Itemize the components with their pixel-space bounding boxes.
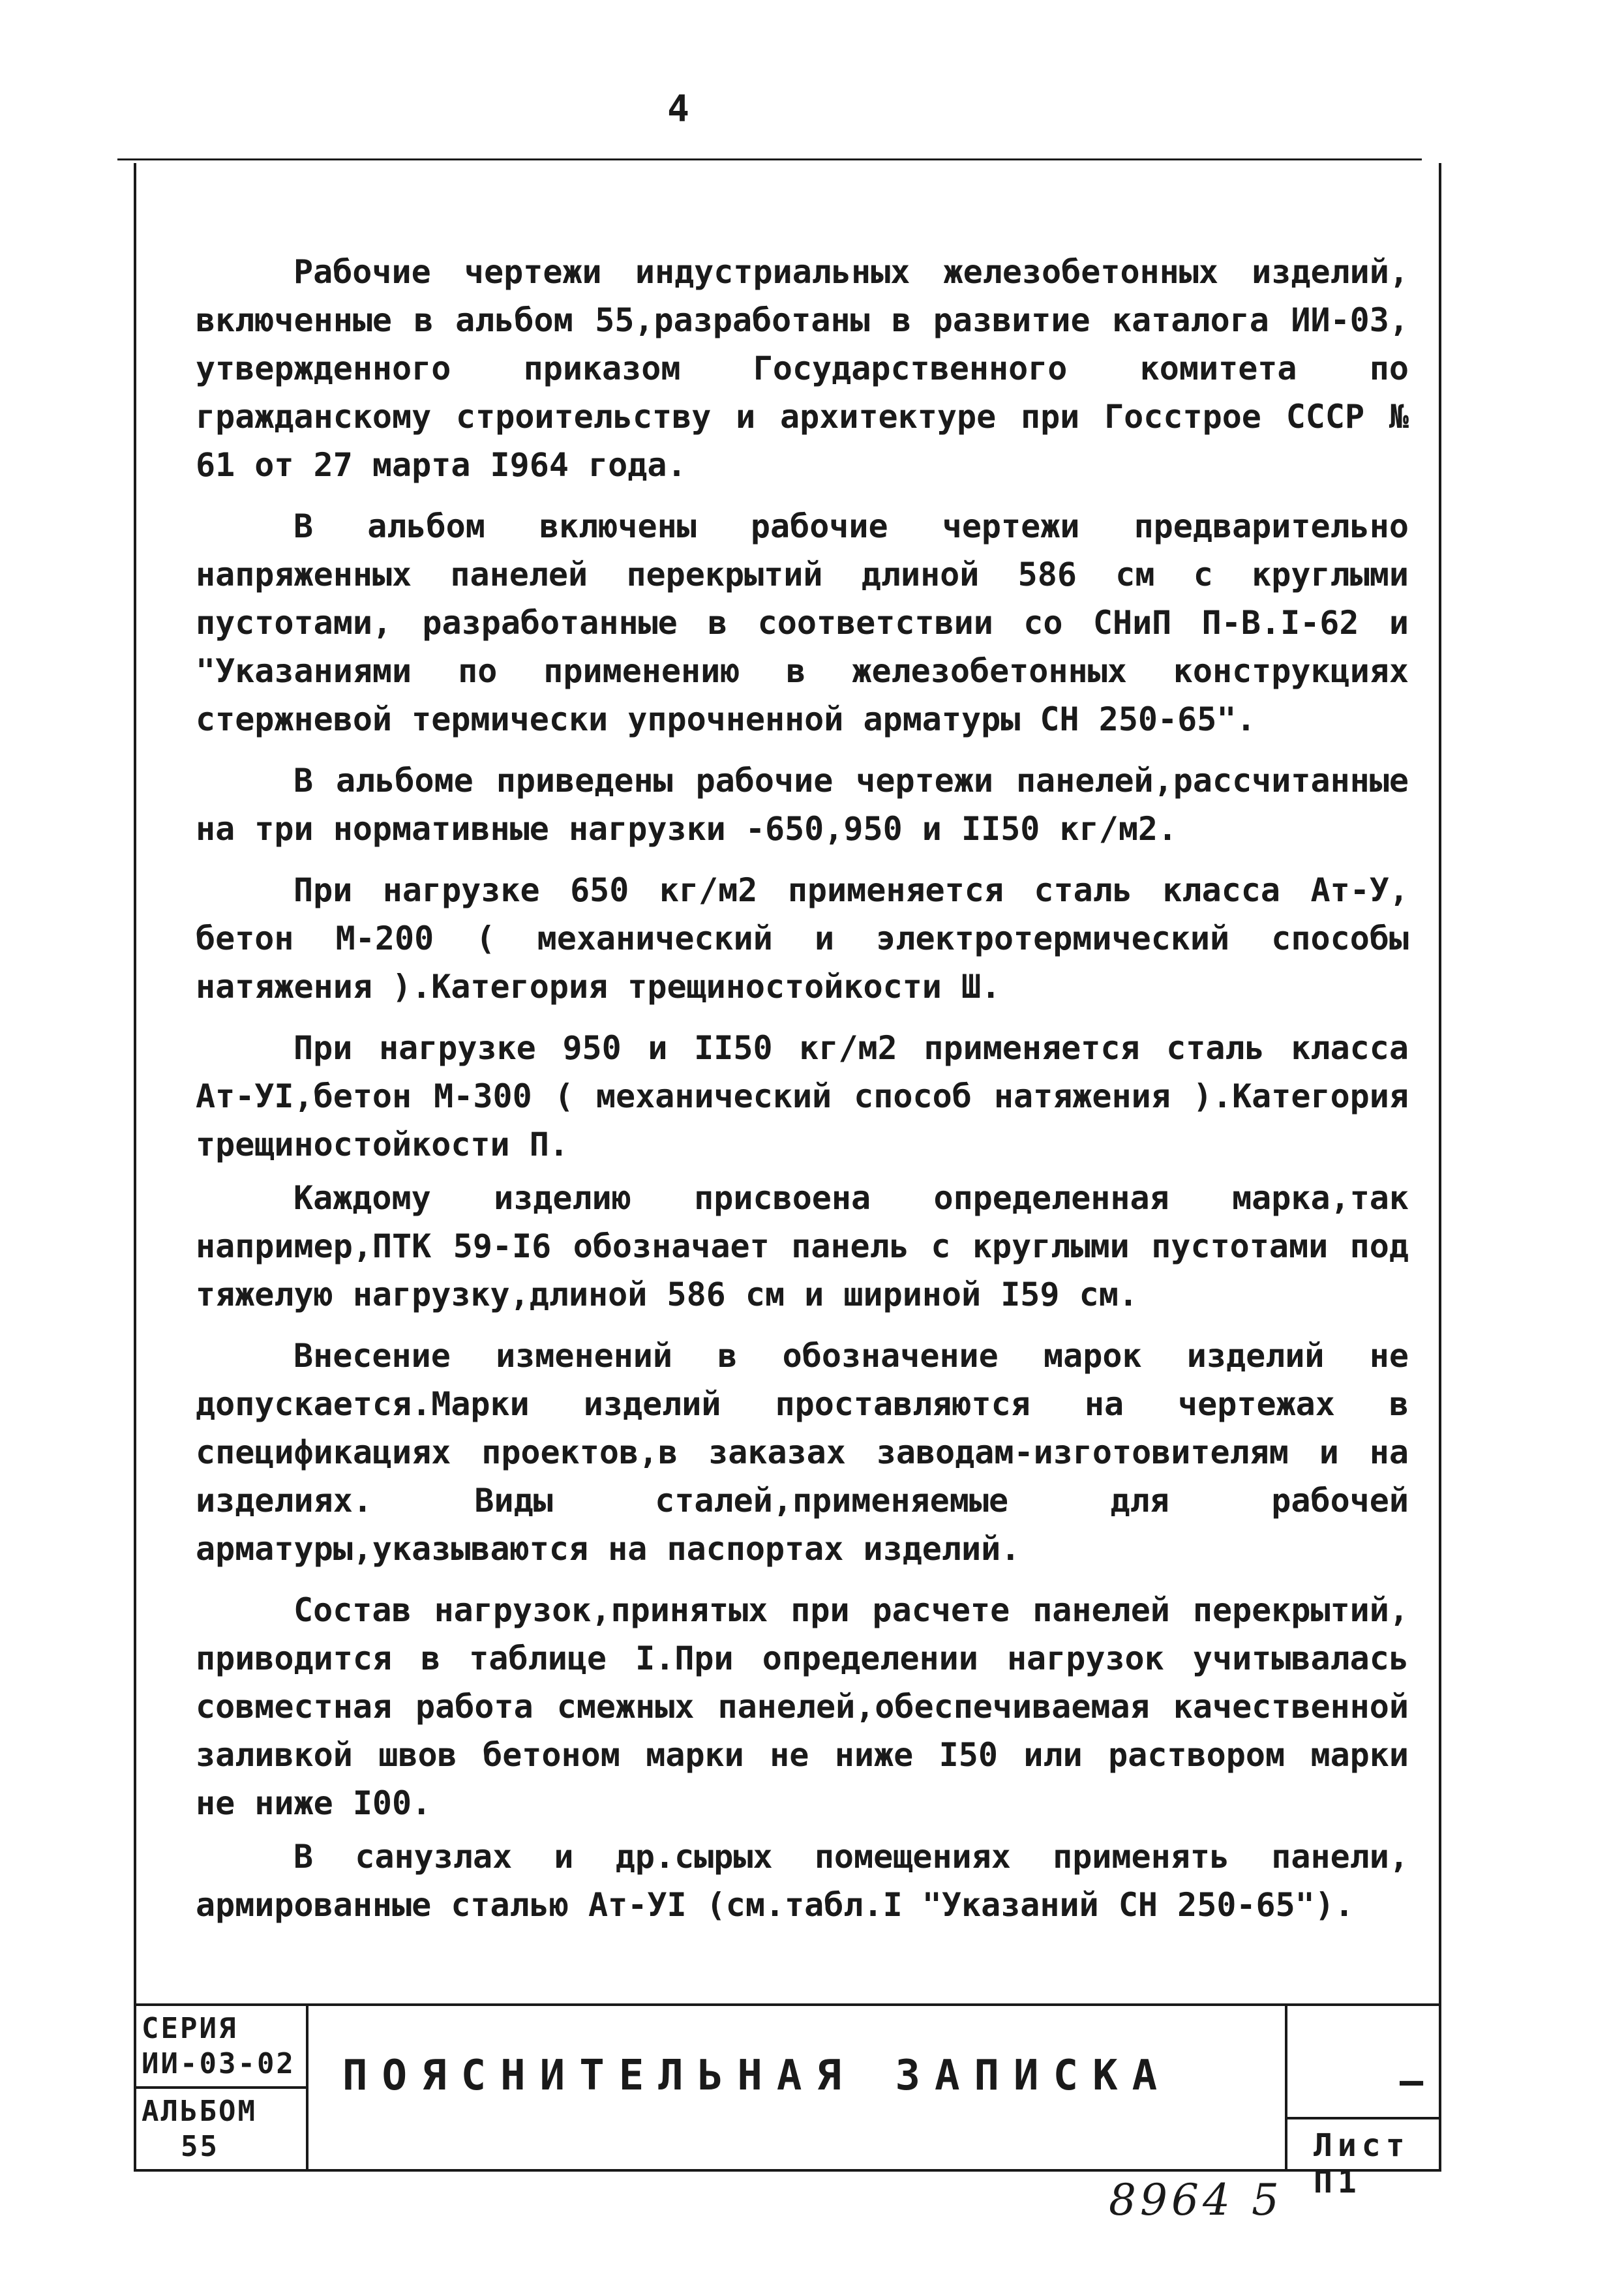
sheet-label: Лист П1 (1287, 2117, 1439, 2172)
album-value: 55 (181, 2130, 219, 2163)
paragraph-wet-rooms: В санузлах и др.сырых помещениях применять панели, армированные сталью Ат-УI (см.табл.I "Указаний СН 250-65"). (196, 1838, 1409, 1924)
sheet-dash: — (1399, 2058, 1424, 2104)
sheet-cell-group (1285, 2006, 1439, 2200)
album-cell (134, 2089, 306, 2172)
handwritten-note: 8964 5 (1109, 2175, 1283, 2225)
series-label: СЕРИЯ (142, 2012, 238, 2045)
album-label: АЛЬБОМ (142, 2095, 257, 2128)
paragraph-loads: В альбоме приведены рабочие чертежи панелей,рассчитанные на три нормативные нагрузки -650,950 и II50 кг/м2. (196, 762, 1409, 848)
top-rule (117, 158, 1422, 160)
series-value: ИИ-03-02 (142, 2047, 295, 2080)
paragraph-marking: Каждому изделию присвоена определенная марка,так например,ПТК 59-I6 обозначает панель с круглыми пустотами под тяжелую нагрузку,длиной 586 см и шириной I59 см. (196, 1179, 1409, 1313)
paragraph-load-950-1150: При нагрузке 950 и II50 кг/м2 применяется сталь класса Ат-УI,бетон М-300 ( механический способ натяжения ).Категория трещиностойкости П. (196, 1029, 1409, 1163)
series-cell (134, 2006, 306, 2089)
series-album-cell (134, 2006, 308, 2172)
paragraph-load-650: При нагрузке 650 кг/м2 применяется сталь класса Ат-У, бетон М-200 ( механический и электротермический способы натяжения ).Категория трещиностойкости Ш. (196, 871, 1409, 1006)
document-title: ПОЯСНИТЕЛЬНАЯ ЗАПИСКА (342, 2052, 1172, 2100)
paragraph-mark-changes: Внесение изменений в обозначение марок изделий не допускается.Марки изделий проставляются на чертежах в спецификациях проектов,в заказах заводам-изготовителям и на изделиях. Виды сталей,применяемые для рабочей арматуры,указываются на паспортах изделий. (196, 1337, 1409, 1568)
page-number: 4 (667, 88, 689, 130)
paragraph-intro: Рабочие чертежи индустриальных железобетонных изделий, включенные в альбом 55,разработаны в развитие каталога ИИ-03, утвержденного приказом Государственного комитета по гражданскому строительству и архитектуре при Госстрое СССР № 61 от 27 марта I964 года. (196, 253, 1409, 484)
paragraph-load-composition: Состав нагрузок,принятых при расчете панелей перекрытий, приводится в таблице I.При определении нагрузок учитывалась совместная работа смежных панелей,обеспечиваемая качественной заливкой швов бетоном марки не ниже I50 или раствором марки не ниже I00. (196, 1591, 1409, 1822)
paragraph-album-contents: В альбом включены рабочие чертежи предварительно напряженных панелей перекрытий длиной 586 см с круглыми пустотами, разработанные в соответствии со СНиП П-В.I-62 и "Указаниями по применению в железобетонных конструкциях стержневой термически упрочненной арматуры СН 250-65". (196, 507, 1409, 738)
explanatory-note-body (196, 248, 1409, 1942)
